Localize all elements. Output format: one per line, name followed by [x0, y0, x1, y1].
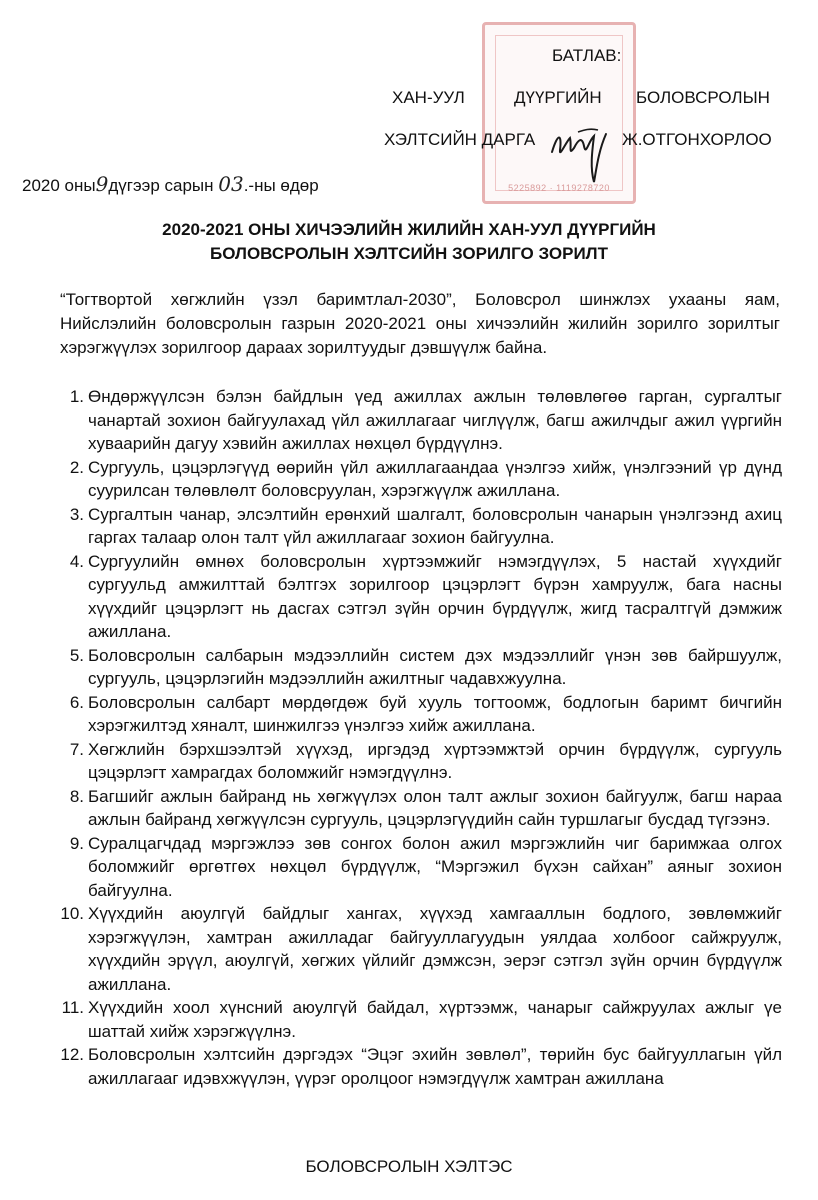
footer-department: БОЛОВСРОЛЫН ХЭЛТЭС [305, 1157, 513, 1176]
item-number: 8. [69, 786, 84, 806]
item-number: 3. [69, 504, 84, 524]
list-item [50, 456, 782, 503]
stamp-number: 5225892 · 1119278720 [508, 183, 610, 193]
item-text: Хүүхдийн хоол хүнсний аюулгүй байдал, хүртээмж, чанарыг сайжруулах ажлыг үе шаттай хийж хэрэгжүүлнэ. [88, 998, 782, 1041]
date-day-handwritten: 03 [218, 172, 244, 196]
item-number: 2. [69, 457, 84, 477]
approval-org-word3: БОЛОВСРОЛЫН [636, 88, 770, 107]
list-item [50, 644, 782, 691]
item-text: Өндөржүүлсэн бэлэн байдлын үед ажиллах ажлын төлөвлөгөө гарган, сургалтыг чанартай зохион байгуулахад үйл ажиллагааг чиглүүлж, багш ажилчдыг ажил үүргийн хуваарийн дагуу хэвийн ажиллах нөхцөл бүрдүүлнэ. [88, 387, 782, 453]
item-text: Сургалтын чанар, элсэлтийн ерөнхий шалгалт, боловсролын чанарын үнэлгээнд ахиц гаргах талаар олон талт үйл ажиллагааг зохион байгуулна. [88, 504, 782, 547]
item-number: 5. [69, 645, 84, 665]
item-text: Суралцагчдад мэргэжлээ зөв сонгох болон ажил мэргэжлийн чиг баримжаа олгох боломжийг өргөтгөх нөхцөл бүрдүүлж, “Мэргэжил бүхэн сайхан” аяныг зохион байгуулна. [88, 833, 782, 900]
item-number: 9. [69, 833, 84, 853]
list-item [50, 691, 782, 738]
item-text: Хүүхдийн аюулгүй байдлыг хангах, хүүхэд хамгааллын бодлого, зөвлөмжийг хэрэгжүүлэн, хамтран ажилладаг байгууллагуудын уялдаа холбоог сайжруулж, хүүхдийн эрүүл, аюулгүй, хөгжих үйлийг дэмжсэн, эерэг сэтгэл зүйн орчин бүрдүүлж ажиллана. [88, 904, 782, 994]
item-text: Боловсролын салбарт мөрдөгдөж буй хууль тогтоомж, бодлогын баримт бичгийн хэрэгжилтэд хяналт, шинжилгээ үнэлгээ хийж ажиллана. [88, 692, 782, 735]
item-text: Хөгжлийн бэрхшээлтэй хүүхэд, иргэдэд хүртээмжтэй орчин бүрдүүлж, сургууль цэцэрлэгт хамрагдах боломжийг нэмэгдүүлнэ. [88, 739, 782, 782]
item-number: 11. [61, 998, 84, 1017]
approval-position: ХЭЛТСИЙН ДАРГА [384, 130, 536, 149]
approval-name: Ж.ОТГОНХОРЛОО [622, 130, 772, 149]
item-number: 12. [60, 1045, 84, 1064]
list-item [50, 902, 782, 996]
date-month: дүгээр сарын [108, 176, 214, 195]
approval-org-word1: ХАН-УУЛ [392, 88, 465, 107]
list-item [50, 996, 782, 1043]
document-date [22, 172, 319, 196]
item-number: 10. [60, 904, 84, 923]
list-item [50, 550, 782, 644]
list-item [50, 738, 782, 785]
approval-org-word2: ДҮҮРГИЙН [514, 88, 602, 107]
item-number: 6. [69, 692, 84, 712]
approval-heading: БАТЛАВ: [552, 46, 622, 65]
intro-paragraph: “Тогтвортой хөгжлийн үзэл баримтлал-2030”, Боловсрол шинжлэх ухааны яам, Нийслэлийн боловсролын газрын 2020-2021 оны хичээлийн жилийн зорилго зорилтыг хэрэгжүүлэх зорилгоор дараах зорилтуудыг дэвшүүлж байна. [60, 290, 780, 357]
item-text: Сургуулийн өмнөх боловсролын хүртээмжийг нэмэгдүүлэх, 5 настай хүүхдийг сургуульд амжилттай бэлтгэх зорилгоор цэцэрлэгт бүрэн хамруулж, бага насны хүүхдийг цэцэрлэгт нь дасгах сэтгэл зүйн орчин бүрдүүлж, жигд тасралтгүй дэмжиж ажиллана. [88, 551, 782, 641]
list-item [50, 832, 782, 903]
list-item [50, 503, 782, 550]
item-text: Багшийг ажлын байранд нь хөгжүүлэх олон талт ажлыг зохион байгуулж, багш нараа ажлын байранд хөгжүүлсэн сургууль, цэцэрлэгүүдийн сайн туршлагыг бусдад түгээнэ. [88, 786, 782, 829]
list-item [50, 385, 782, 456]
title-line-2: БОЛОВСРОЛЫН ХЭЛТСИЙН ЗОРИЛГО ЗОРИЛТ [210, 244, 608, 263]
date-year: 2020 оны [22, 176, 96, 195]
date-month-handwritten: 9 [95, 172, 109, 196]
handwritten-signature [548, 112, 618, 192]
item-number: 4. [69, 551, 84, 571]
list-item [50, 785, 782, 832]
item-text: Боловсролын хэлтсийн дэргэдэх “Эцэг эхийн зөвлөл”, төрийн бус байгууллагын үйл ажиллагааг идэвхжүүлэн, үүрэг оролцоог нэмэгдүүлж хамтран ажиллана [88, 1045, 782, 1088]
objectives-list [50, 385, 782, 1090]
list-item [50, 1043, 782, 1090]
date-day: .-ны өдөр [243, 176, 319, 195]
item-text: Боловсролын салбарын мэдээллийн систем дэх мэдээллийг үнэн зөв байршуулж, сургууль, цэцэрлэгийн мэдээллийн ажилтныг чадавхжуулна. [88, 645, 782, 688]
item-number: 1. [69, 387, 84, 406]
title-line-1: 2020-2021 ОНЫ ХИЧЭЭЛИЙН ЖИЛИЙН ХАН-УУЛ ДҮҮРГИЙН [162, 220, 656, 239]
item-number: 7. [69, 739, 84, 759]
item-text: Сургууль, цэцэрлэгүүд өөрийн үйл ажиллагаандаа үнэлгээ хийж, үнэлгээний үр дүнд суурилсан төлөвлөлт боловсруулан, хэрэгжүүлж ажиллана. [88, 457, 782, 500]
